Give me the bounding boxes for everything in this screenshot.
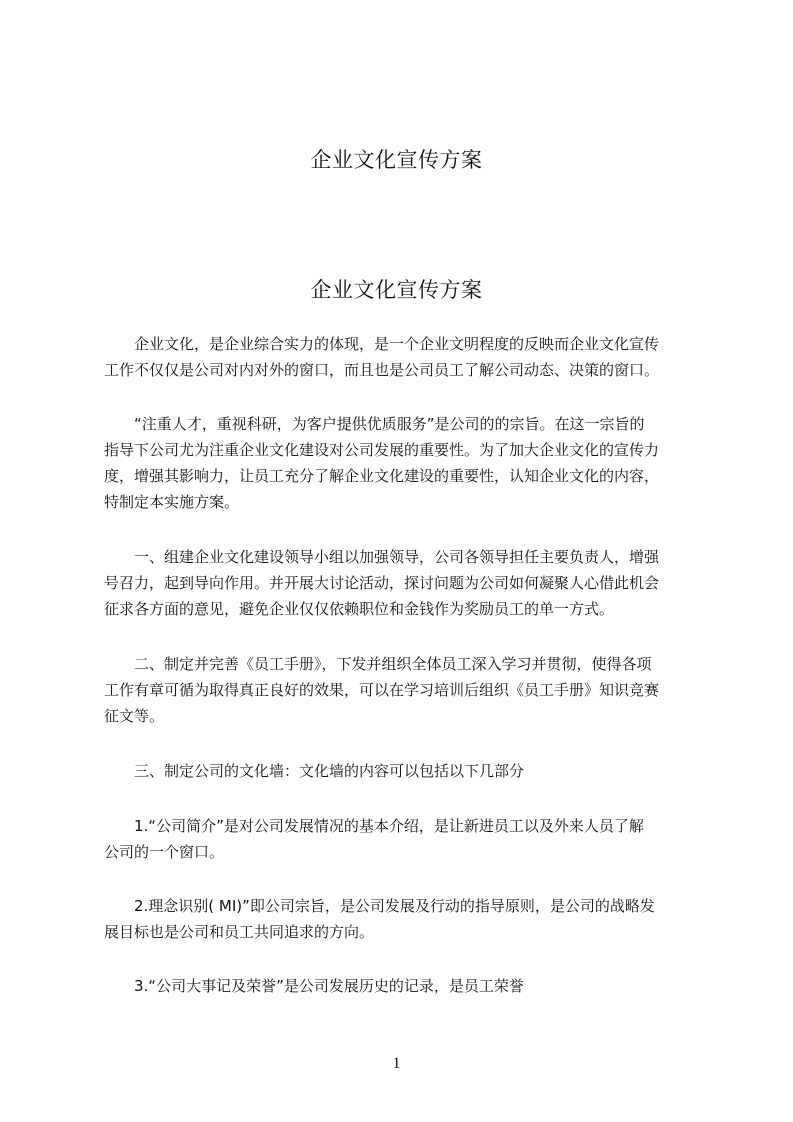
paragraph-line: 征求各方面的意见，避免企业仅仅依赖职位和金钱作为奖励员工的单一方式。 xyxy=(104,600,615,618)
document-main-title: 企业文化宣传方案 xyxy=(310,278,483,302)
paragraph-line: 征文等。 xyxy=(104,707,165,725)
paragraph-line: 1.“公司简介”是对公司发展情况的基本介绍，是让新进员工以及外来人员了解 xyxy=(104,817,644,835)
paragraph-line: 3.“公司大事记及荣誉”是公司发展历史的记录，是员工荣誉 xyxy=(104,977,524,995)
paragraph-section-3 xyxy=(104,758,702,784)
paragraph-line: 2.理念识别( MI)”即公司宗旨，是公司发展及行动的指导原则，是公司的战略发 xyxy=(104,897,655,915)
paragraph-line: 指导下公司尤为注重企业文化建设对公司发展的重要性。为了加大企业文化的宣传力 xyxy=(104,441,660,459)
paragraph-mission xyxy=(104,411,702,515)
paragraph-section-1 xyxy=(104,544,702,622)
page-number: 1 xyxy=(392,1055,401,1072)
paragraph-line: 公司的一个窗口。 xyxy=(104,843,225,861)
paragraph-line: 一、组建企业文化建设领导小组以加强领导，公司各领导担任主要负责人，增强 xyxy=(104,548,660,566)
paragraph-line: 度，增强其影响力，让员工充分了解企业文化建设的重要性，认知企业文化的内容， xyxy=(104,467,660,485)
paragraph-item-3 xyxy=(104,973,702,999)
paragraph-line: 特制定本实施方案。 xyxy=(104,493,240,511)
paragraph-line: 号召力，起到导向作用。并开展大讨论活动，探讨问题为公司如何凝聚人心借此机会 xyxy=(104,574,660,592)
paragraph-item-1 xyxy=(104,813,702,865)
paragraph-line: “注重人才，重视科研，为客户提供优质服务”是公司的的宗旨。在这一宗旨的 xyxy=(104,415,645,433)
document-header-title: 企业文化宣传方案 xyxy=(310,148,483,172)
paragraph-line: 三、制定公司的文化墙：文化墙的内容可以包括以下几部分 xyxy=(104,762,525,780)
paragraph-intro xyxy=(104,331,702,383)
paragraph-line: 展目标也是公司和员工共同追求的方向。 xyxy=(104,923,375,941)
paragraph-item-2 xyxy=(104,893,702,945)
paragraph-line: 工作不仅仅是公司对内对外的窗口，而且也是公司员工了解公司动态、决策的窗口。 xyxy=(104,361,660,379)
paragraph-line: 二、制定并完善《员工手册》，下发并组织全体员工深入学习并贯彻，使得各项 xyxy=(104,655,652,673)
paragraph-line: 企业文化，是企业综合实力的体现，是一个企业文明程度的反映而企业文化宣传 xyxy=(104,335,660,353)
paragraph-line: 工作有章可循为取得真正良好的效果，可以在学习培训后组织《员工手册》知识竞赛 xyxy=(104,681,660,699)
paragraph-section-2 xyxy=(104,651,702,729)
